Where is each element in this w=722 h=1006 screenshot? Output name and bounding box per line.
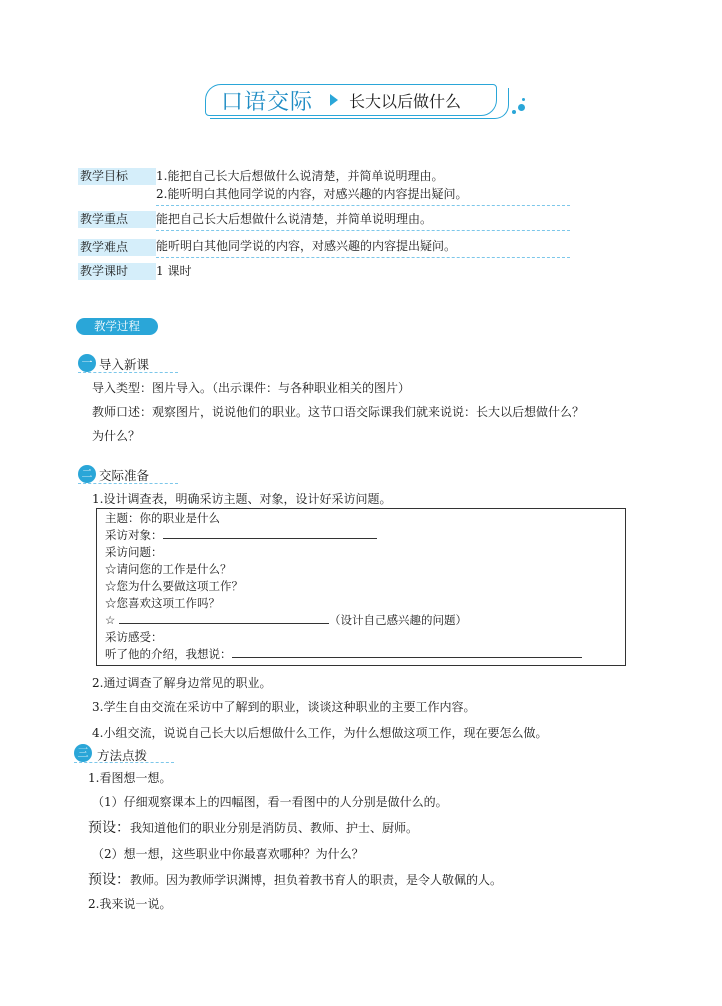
sec3-preset-1 xyxy=(88,820,418,836)
preset-text: 教师。因为教师学识渊博，担负着教书育人的职责，是令人敬佩的人。 xyxy=(130,873,503,887)
preset-label: 预设： xyxy=(88,872,130,888)
banner-subtitle: 长大以后做什么 xyxy=(345,89,465,112)
section-title-1: 导入新课 xyxy=(99,357,150,372)
sec2-item-2: 2.通过调查了解身边常见的职业。 xyxy=(92,676,272,690)
sec1-line-3: 为什么？ xyxy=(92,429,141,443)
hours-value: 1 课时 xyxy=(156,264,192,278)
decor-dot-icon xyxy=(518,104,525,111)
divider xyxy=(156,257,570,258)
difficulty-value: 能听明白其他同学说的内容，对感兴趣的内容提出疑问。 xyxy=(156,239,457,253)
key-point-label: 教学重点 xyxy=(78,211,156,228)
decor-dot-icon xyxy=(512,110,516,114)
survey-target-label: 采访对象： xyxy=(105,528,163,542)
banner-main-title: 口语交际 xyxy=(221,90,314,115)
goal-item-1: 1.能把自己长大后想做什么说清楚，并简单说明理由。 xyxy=(156,169,444,183)
survey-question-4 xyxy=(105,612,467,629)
section-number-1: 一 xyxy=(78,354,96,372)
hours-label: 教学课时 xyxy=(78,263,156,280)
sec2-item-1: 1.设计调查表，明确采访主题、对象，设计好采访问题。 xyxy=(92,492,392,506)
decor-dot-icon xyxy=(522,98,525,101)
sec3-sub-1: （1）仔细观察课本上的四幅图，看一看图中的人分别是做什么的。 xyxy=(92,795,448,809)
goal-label: 教学目标 xyxy=(78,168,156,185)
preset-text: 我知道他们的职业分别是消防员、教师、护士、厨师。 xyxy=(130,821,419,835)
sec3-preset-2 xyxy=(88,872,502,888)
section-number-2: 二 xyxy=(78,465,96,483)
survey-intro-label: 听了他的介绍，我想说： xyxy=(105,647,232,661)
question-hint: （设计自己感兴趣的问题） xyxy=(328,613,467,627)
sec3-sub-2: （2）想一想，这些职业中你最喜欢哪种？为什么？ xyxy=(92,847,364,861)
sec3-item-1: 1.看图想一想。 xyxy=(88,771,172,785)
survey-question-3: ☆您喜欢这项工作吗？ xyxy=(105,596,220,610)
difficulty-label: 教学难点 xyxy=(78,239,156,256)
target-blank xyxy=(163,528,377,539)
intro-blank xyxy=(232,647,582,658)
key-point-value: 能把自己长大后想做什么说清楚，并简单说明理由。 xyxy=(156,212,433,226)
section-title-3: 方法点拨 xyxy=(97,748,148,763)
triangle-arrow-icon xyxy=(330,94,338,106)
survey-target xyxy=(105,527,377,544)
divider xyxy=(156,205,570,206)
survey-intro xyxy=(105,646,582,663)
survey-questions: 采访问题： xyxy=(105,545,163,559)
survey-topic: 主题：你的职业是什么 xyxy=(105,511,220,525)
section-title-2: 交际准备 xyxy=(99,468,150,483)
survey-form xyxy=(96,508,626,666)
survey-question-1: ☆请问您的工作是什么？ xyxy=(105,562,232,576)
sec3-item-2: 2.我来说一说。 xyxy=(88,897,172,911)
survey-question-2: ☆您为什么要做这项工作？ xyxy=(105,579,243,593)
lesson-title-banner xyxy=(205,84,505,118)
sec1-line-1: 导入类型：图片导入。（出示课件：与各种职业相关的图片） xyxy=(92,381,411,395)
survey-feeling: 采访感受： xyxy=(105,630,163,644)
question-blank xyxy=(119,613,329,624)
process-heading: 教学过程 xyxy=(76,318,158,335)
preset-label: 预设： xyxy=(88,820,130,836)
section-number-3: 三 xyxy=(74,744,92,762)
star-icon: ☆ xyxy=(105,613,116,627)
goal-item-2: 2.能听明白其他同学说的内容，对感兴趣的内容提出疑问。 xyxy=(156,187,468,201)
sec2-item-3: 3.学生自由交流在采访中了解到的职业，谈谈这种职业的主要工作内容。 xyxy=(92,700,476,714)
sec1-line-2: 教师口述：观察图片，说说他们的职业。这节口语交际课我们就来说说：长大以后想做什么？ xyxy=(92,405,585,419)
sec2-item-4: 4.小组交流，说说自己长大以后想做什么工作，为什么想做这项工作，现在要怎么做。 xyxy=(92,726,548,740)
divider xyxy=(156,230,570,231)
